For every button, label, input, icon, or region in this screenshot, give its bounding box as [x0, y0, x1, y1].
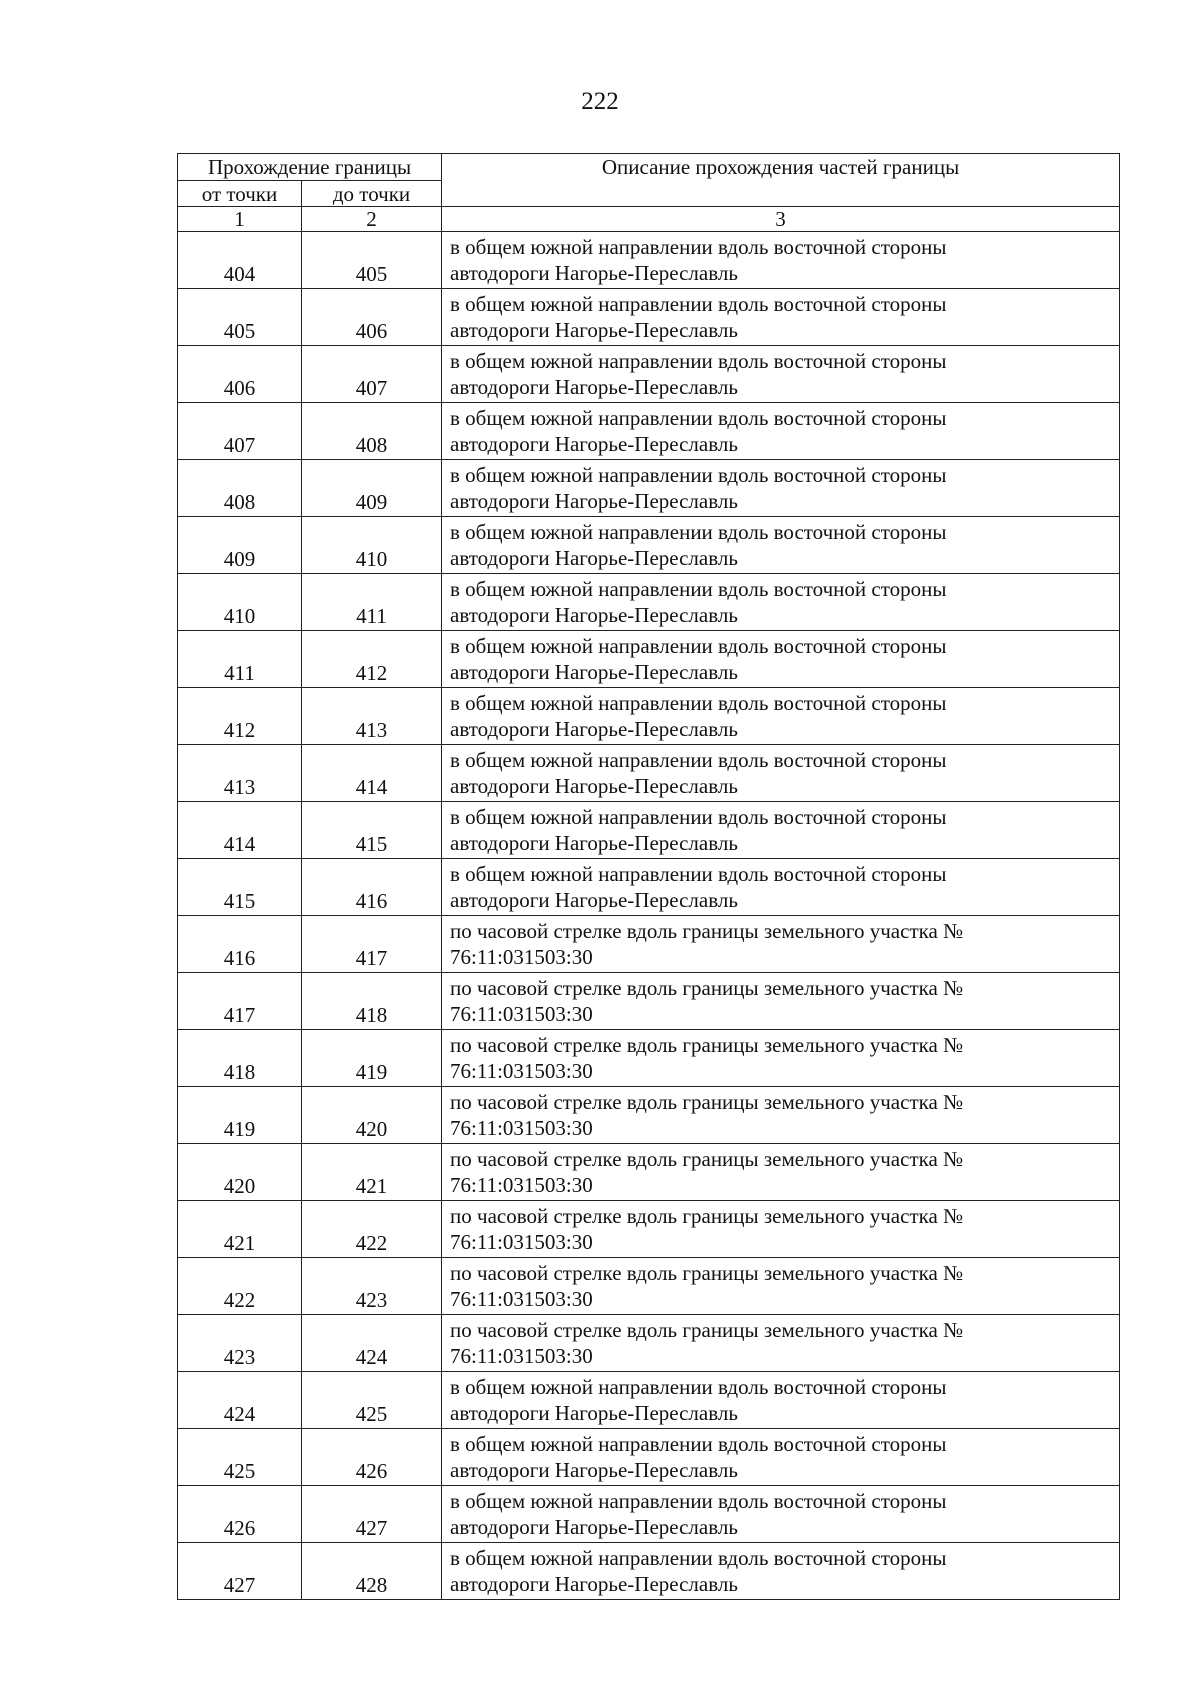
- to-point-cell: 411: [302, 574, 442, 631]
- description-line-1: по часовой стрелке вдоль границы земельного участка №: [450, 976, 964, 1000]
- to-point-cell: 427: [302, 1486, 442, 1543]
- from-point-cell: 425: [178, 1429, 302, 1486]
- description-line-1: в общем южной направлении вдоль восточной стороны: [450, 520, 947, 544]
- table-row: [178, 631, 1120, 688]
- description-line-1: в общем южной направлении вдоль восточной стороны: [450, 634, 947, 658]
- to-point-cell: 418: [302, 973, 442, 1030]
- description-cell: [442, 1543, 1120, 1600]
- description-line-1: в общем южной направлении вдоль восточной стороны: [450, 1546, 947, 1570]
- table-row: [178, 1486, 1120, 1543]
- description-line-2: автодороги Нагорье-Переславль: [450, 774, 738, 798]
- from-point-cell: 407: [178, 403, 302, 460]
- to-point-cell: 417: [302, 916, 442, 973]
- description-cell: [442, 859, 1120, 916]
- description-line-1: в общем южной направлении вдоль восточной стороны: [450, 805, 947, 829]
- description-line-1: в общем южной направлении вдоль восточной стороны: [450, 748, 947, 772]
- table-row: [178, 1144, 1120, 1201]
- from-point-cell: 414: [178, 802, 302, 859]
- description-line-1: по часовой стрелке вдоль границы земельного участка №: [450, 919, 964, 943]
- description-cell: [442, 1429, 1120, 1486]
- description-cell: [442, 916, 1120, 973]
- to-point-cell: 415: [302, 802, 442, 859]
- description-line-1: по часовой стрелке вдоль границы земельного участка №: [450, 1204, 964, 1228]
- description-line-2: 76:11:031503:30: [450, 1116, 593, 1140]
- from-point-cell: 427: [178, 1543, 302, 1600]
- to-point-cell: 425: [302, 1372, 442, 1429]
- to-point-cell: 407: [302, 346, 442, 403]
- description-line-2: автодороги Нагорье-Переславль: [450, 375, 738, 399]
- from-point-cell: 412: [178, 688, 302, 745]
- to-point-cell: 409: [302, 460, 442, 517]
- description-line-1: в общем южной направлении вдоль восточной стороны: [450, 292, 947, 316]
- from-point-cell: 413: [178, 745, 302, 802]
- to-point-cell: 419: [302, 1030, 442, 1087]
- description-line-1: по часовой стрелке вдоль границы земельного участка №: [450, 1318, 964, 1342]
- description-line-2: 76:11:031503:30: [450, 1059, 593, 1083]
- description-cell: [442, 973, 1120, 1030]
- description-line-1: в общем южной направлении вдоль восточной стороны: [450, 1375, 947, 1399]
- table-row: [178, 1258, 1120, 1315]
- from-point-cell: 417: [178, 973, 302, 1030]
- from-point-cell: 424: [178, 1372, 302, 1429]
- description-cell: [442, 1372, 1120, 1429]
- from-point-cell: 416: [178, 916, 302, 973]
- to-point-cell: 420: [302, 1087, 442, 1144]
- table-header: [178, 154, 1120, 232]
- description-line-2: автодороги Нагорье-Переславль: [450, 261, 738, 285]
- description-line-2: 76:11:031503:30: [450, 945, 593, 969]
- to-point-cell: 414: [302, 745, 442, 802]
- description-line-1: в общем южной направлении вдоль восточной стороны: [450, 691, 947, 715]
- to-point-cell: 410: [302, 517, 442, 574]
- table-row: [178, 232, 1120, 289]
- description-cell: [442, 688, 1120, 745]
- description-line-1: по часовой стрелке вдоль границы земельного участка №: [450, 1147, 964, 1171]
- header-boundary-passage: Прохождение границы: [178, 154, 442, 181]
- from-point-cell: 422: [178, 1258, 302, 1315]
- page-number: 222: [581, 88, 619, 115]
- from-point-cell: 411: [178, 631, 302, 688]
- header-from-point: от точки: [178, 181, 302, 207]
- table-row: [178, 1201, 1120, 1258]
- from-point-cell: 404: [178, 232, 302, 289]
- from-point-cell: 426: [178, 1486, 302, 1543]
- description-line-1: в общем южной направлении вдоль восточной стороны: [450, 862, 947, 886]
- table-row: [178, 1087, 1120, 1144]
- description-cell: [442, 1030, 1120, 1087]
- header-column-number-2: 2: [302, 207, 442, 232]
- description-line-2: 76:11:031503:30: [450, 1002, 593, 1026]
- to-point-cell: 421: [302, 1144, 442, 1201]
- description-line-2: 76:11:031503:30: [450, 1230, 593, 1254]
- description-cell: [442, 232, 1120, 289]
- header-column-number-1: 1: [178, 207, 302, 232]
- from-point-cell: 406: [178, 346, 302, 403]
- from-point-cell: 409: [178, 517, 302, 574]
- description-line-2: автодороги Нагорье-Переславль: [450, 489, 738, 513]
- description-line-2: автодороги Нагорье-Переславль: [450, 888, 738, 912]
- to-point-cell: 426: [302, 1429, 442, 1486]
- description-line-1: в общем южной направлении вдоль восточной стороны: [450, 577, 947, 601]
- table-row: [178, 973, 1120, 1030]
- table-row: [178, 460, 1120, 517]
- from-point-cell: 420: [178, 1144, 302, 1201]
- description-cell: [442, 1258, 1120, 1315]
- table-row: [178, 1315, 1120, 1372]
- description-line-2: автодороги Нагорье-Переславль: [450, 1401, 738, 1425]
- from-point-cell: 421: [178, 1201, 302, 1258]
- description-cell: [442, 517, 1120, 574]
- table-row: [178, 859, 1120, 916]
- description-line-2: автодороги Нагорье-Переславль: [450, 603, 738, 627]
- description-cell: [442, 289, 1120, 346]
- description-line-1: в общем южной направлении вдоль восточной стороны: [450, 406, 947, 430]
- description-cell: [442, 631, 1120, 688]
- to-point-cell: 416: [302, 859, 442, 916]
- to-point-cell: 412: [302, 631, 442, 688]
- description-line-1: в общем южной направлении вдоль восточной стороны: [450, 235, 947, 259]
- description-line-2: автодороги Нагорье-Переславль: [450, 318, 738, 342]
- header-column-number-3: 3: [442, 207, 1120, 232]
- table-row: [178, 1372, 1120, 1429]
- description-line-2: 76:11:031503:30: [450, 1287, 593, 1311]
- to-point-cell: 406: [302, 289, 442, 346]
- from-point-cell: 410: [178, 574, 302, 631]
- description-line-2: автодороги Нагорье-Переславль: [450, 1572, 738, 1596]
- description-line-2: автодороги Нагорье-Переславль: [450, 831, 738, 855]
- table-row: [178, 688, 1120, 745]
- description-cell: [442, 574, 1120, 631]
- from-point-cell: 418: [178, 1030, 302, 1087]
- to-point-cell: 405: [302, 232, 442, 289]
- description-line-2: 76:11:031503:30: [450, 1173, 593, 1197]
- table-row: [178, 517, 1120, 574]
- header-to-point: до точки: [302, 181, 442, 207]
- table-row: [178, 1543, 1120, 1600]
- table-row: [178, 289, 1120, 346]
- description-line-1: в общем южной направлении вдоль восточной стороны: [450, 349, 947, 373]
- description-line-1: в общем южной направлении вдоль восточной стороны: [450, 463, 947, 487]
- description-line-1: по часовой стрелке вдоль границы земельного участка №: [450, 1261, 964, 1285]
- table-body: [178, 232, 1120, 1600]
- description-cell: [442, 1315, 1120, 1372]
- from-point-cell: 415: [178, 859, 302, 916]
- description-line-1: в общем южной направлении вдоль восточной стороны: [450, 1432, 947, 1456]
- description-line-1: по часовой стрелке вдоль границы земельного участка №: [450, 1033, 964, 1057]
- from-point-cell: 408: [178, 460, 302, 517]
- description-cell: [442, 1087, 1120, 1144]
- header-description: Описание прохождения частей границы: [442, 154, 1120, 207]
- description-line-2: автодороги Нагорье-Переславль: [450, 546, 738, 570]
- description-cell: [442, 403, 1120, 460]
- table-row: [178, 403, 1120, 460]
- table-row: [178, 916, 1120, 973]
- table-row: [178, 1030, 1120, 1087]
- to-point-cell: 423: [302, 1258, 442, 1315]
- table-row: [178, 346, 1120, 403]
- description-line-1: по часовой стрелке вдоль границы земельного участка №: [450, 1090, 964, 1114]
- description-cell: [442, 460, 1120, 517]
- to-point-cell: 413: [302, 688, 442, 745]
- description-cell: [442, 745, 1120, 802]
- description-cell: [442, 1486, 1120, 1543]
- description-line-2: автодороги Нагорье-Переславль: [450, 717, 738, 741]
- description-cell: [442, 802, 1120, 859]
- description-cell: [442, 1144, 1120, 1201]
- description-line-1: в общем южной направлении вдоль восточной стороны: [450, 1489, 947, 1513]
- boundary-table: [177, 153, 1120, 1600]
- from-point-cell: 405: [178, 289, 302, 346]
- to-point-cell: 408: [302, 403, 442, 460]
- description-cell: [442, 1201, 1120, 1258]
- table-row: [178, 802, 1120, 859]
- table-row: [178, 1429, 1120, 1486]
- description-line-2: 76:11:031503:30: [450, 1344, 593, 1368]
- from-point-cell: 419: [178, 1087, 302, 1144]
- description-line-2: автодороги Нагорье-Переславль: [450, 432, 738, 456]
- to-point-cell: 428: [302, 1543, 442, 1600]
- description-line-2: автодороги Нагорье-Переславль: [450, 660, 738, 684]
- from-point-cell: 423: [178, 1315, 302, 1372]
- to-point-cell: 424: [302, 1315, 442, 1372]
- description-cell: [442, 346, 1120, 403]
- table-row: [178, 745, 1120, 802]
- table-row: [178, 574, 1120, 631]
- description-line-2: автодороги Нагорье-Переславль: [450, 1458, 738, 1482]
- description-line-2: автодороги Нагорье-Переславль: [450, 1515, 738, 1539]
- to-point-cell: 422: [302, 1201, 442, 1258]
